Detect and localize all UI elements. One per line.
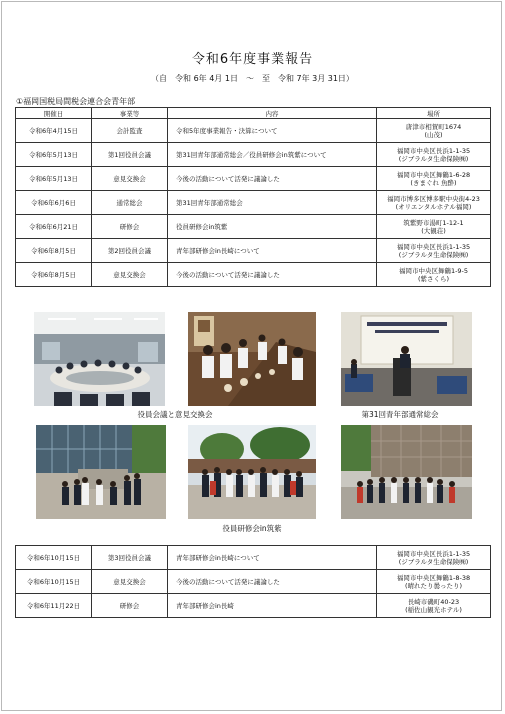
photo-group-outdoor <box>188 425 316 519</box>
cell-date: 令和6年5月13日 <box>16 167 92 191</box>
place-venue: (ジブラルタ生命保険㈱) <box>398 154 469 163</box>
cell-content: 今後の活動について活発に議論した <box>168 263 377 287</box>
photo-group-shrine <box>341 425 472 519</box>
cell-content: 令和5年度事業報告・決算について <box>168 119 377 143</box>
table-row <box>16 239 491 263</box>
cell-date: 令和6年10月15日 <box>16 546 92 570</box>
place-venue: (オリエンタルホテル福岡) <box>395 202 472 211</box>
cell-date: 令和6年4月15日 <box>16 119 92 143</box>
table-row <box>16 167 491 191</box>
page-title: 令和6年度事業報告 <box>191 52 314 67</box>
place-venue: (山茂) <box>424 130 443 139</box>
cell-event: 意見交換会 <box>92 167 168 191</box>
header-date: 開催日 <box>16 108 92 119</box>
photo-caption-assembly: 第31回青年部通常総会 <box>361 410 439 419</box>
place-venue: (大観荘) <box>421 226 446 235</box>
table-row <box>16 570 491 594</box>
cell-event: 研修会 <box>92 594 168 618</box>
cell-date: 令和6年5月13日 <box>16 143 92 167</box>
cell-place <box>377 239 491 263</box>
photo-group-building <box>36 425 166 519</box>
cell-date: 令和6年8月5日 <box>16 263 92 287</box>
cell-content: 今後の活動について活発に議論した <box>168 570 377 594</box>
cell-date: 令和6年6月21日 <box>16 215 92 239</box>
cell-event: 意見交換会 <box>92 570 168 594</box>
place-address: 筑紫野市湯町1-12-1 <box>403 218 464 227</box>
cell-content: 第31回青年部通常総会／役員研修会in筑紫について <box>168 143 377 167</box>
cell-content: 青年部研修会in長崎 <box>168 594 377 618</box>
cell-date: 令和6年8月5日 <box>16 239 92 263</box>
cell-event: 研修会 <box>92 215 168 239</box>
place-address: 福岡市中央区長浜1-1-35 <box>396 549 471 558</box>
cell-place <box>377 119 491 143</box>
photo-meeting-room <box>34 312 165 406</box>
place-address: 福岡市中央区舞鶴1-8-38 <box>396 573 471 582</box>
activity-table <box>15 107 491 287</box>
place-venue: (きまぐれ 魚酔) <box>410 178 457 187</box>
table-row <box>16 119 491 143</box>
place-address: 長崎市磯町40-23 <box>407 597 460 606</box>
cell-event: 会計監査 <box>92 119 168 143</box>
cell-event: 通常総会 <box>92 191 168 215</box>
cell-date: 令和6年6月6日 <box>16 191 92 215</box>
place-address: 福岡市中央区舞鶴1-9-5 <box>398 266 469 275</box>
table-row <box>16 143 491 167</box>
place-venue: (紫さくら) <box>417 274 450 283</box>
place-address: 福岡市博多区博多駅中央街4-23 <box>387 194 480 203</box>
cell-event: 第1回役員会議 <box>92 143 168 167</box>
header-place: 場所 <box>377 108 491 119</box>
cell-event: 第3回役員会議 <box>92 546 168 570</box>
place-venue: (ジブラルタ生命保険㈱) <box>398 250 469 259</box>
table-row <box>16 263 491 287</box>
place-venue: (晴れたり曇ったり) <box>404 581 463 590</box>
cell-place <box>377 570 491 594</box>
table-row <box>16 215 491 239</box>
cell-place <box>377 594 491 618</box>
photo-general-assembly <box>341 312 472 406</box>
place-address: 福岡市中央区長浜1-1-35 <box>396 242 471 251</box>
cell-place <box>377 263 491 287</box>
place-address: 福岡市中央区舞鶴1-6-28 <box>396 170 471 179</box>
header-content: 内容 <box>168 108 377 119</box>
cell-content: 青年部研修会in長崎について <box>168 239 377 263</box>
cell-content: 青年部研修会in長崎について <box>168 546 377 570</box>
cell-event: 第2回役員会議 <box>92 239 168 263</box>
place-venue: (稲佐山観光ホテル) <box>405 605 462 614</box>
report-period: （自 令和 6年 4月 1日 ～ 至 令和 7年 3月 31日） <box>151 74 354 83</box>
cell-event: 意見交換会 <box>92 263 168 287</box>
cell-content: 役員研修会in筑紫 <box>168 215 377 239</box>
place-address: 福岡市中央区長浜1-1-35 <box>396 146 471 155</box>
cell-place <box>377 215 491 239</box>
cell-place <box>377 546 491 570</box>
activity-table-continued <box>15 545 491 618</box>
cell-place <box>377 143 491 167</box>
table-header-row <box>16 108 491 119</box>
photo-caption-meetings: 役員会議と意見交換会 <box>137 410 213 419</box>
cell-content: 第31回青年部通常総会 <box>168 191 377 215</box>
photo-caption-training: 役員研修会in筑紫 <box>222 524 282 533</box>
cell-date: 令和6年11月22日 <box>16 594 92 618</box>
photo-dinner-party <box>188 312 316 406</box>
cell-content: 今後の活動について活発に議論した <box>168 167 377 191</box>
table-row <box>16 191 491 215</box>
cell-place <box>377 167 491 191</box>
cell-place <box>377 191 491 215</box>
place-address: 唐津市相賀町1674 <box>405 122 462 131</box>
header-event: 事業等 <box>92 108 168 119</box>
table-row <box>16 546 491 570</box>
section-heading: ①福岡国税局間税会連合会青年部 <box>16 97 136 106</box>
table-row <box>16 594 491 618</box>
cell-date: 令和6年10月15日 <box>16 570 92 594</box>
place-venue: (ジブラルタ生命保険㈱) <box>398 557 469 566</box>
